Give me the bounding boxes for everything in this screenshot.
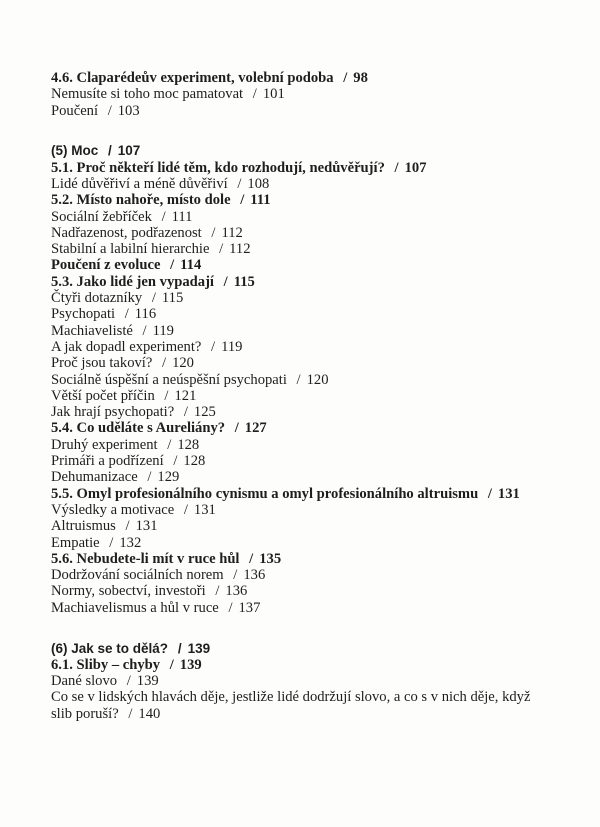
toc-chapter-heading bbox=[51, 160, 531, 176]
separator: / bbox=[162, 355, 167, 372]
separator: / bbox=[228, 599, 233, 616]
entry-page-number: 120 bbox=[172, 355, 194, 372]
entry-title: Machiavelismus a hůl v ruce bbox=[51, 599, 219, 616]
toc-entry bbox=[51, 469, 531, 485]
entry-title: 4.6. Claparédeův experiment, volební podoba bbox=[51, 70, 334, 86]
entry-title: (5) Moc bbox=[51, 143, 99, 159]
separator: / bbox=[240, 192, 245, 209]
entry-title: A jak dopadl experiment? bbox=[51, 338, 202, 355]
entry-title: 5.2. Místo nahoře, místo dole bbox=[51, 192, 231, 209]
toc-entry bbox=[51, 404, 531, 420]
table-of-contents bbox=[51, 70, 531, 722]
entry-title: (6) Jak se to dělá? bbox=[51, 640, 169, 656]
toc-entry bbox=[51, 355, 531, 371]
toc-entry bbox=[51, 86, 531, 102]
entry-page-number: 119 bbox=[152, 322, 174, 339]
entry-page-number: 115 bbox=[161, 290, 184, 307]
entry-title: 5.1. Proč někteří lidé těm, kdo rozhodují, nedůvěřují? bbox=[51, 159, 385, 176]
entry-page-number: 137 bbox=[238, 599, 261, 616]
entry-page-number: 111 bbox=[250, 192, 271, 209]
entry-page-number: 98 bbox=[353, 70, 368, 86]
toc-entry bbox=[51, 567, 531, 583]
entry-title: Dané slovo bbox=[51, 673, 118, 690]
toc-entry bbox=[51, 103, 531, 119]
entry-title: Dehumanizace bbox=[51, 469, 138, 486]
entry-page-number: 111 bbox=[171, 208, 193, 225]
entry-page-number: 112 bbox=[229, 241, 251, 258]
separator: / bbox=[169, 656, 174, 673]
toc-entry bbox=[51, 583, 531, 599]
entry-title: Nemusíte si toho moc pamatovat bbox=[51, 86, 244, 103]
entry-page-number: 131 bbox=[497, 485, 520, 502]
separator: / bbox=[343, 70, 348, 86]
toc-entry bbox=[51, 290, 531, 306]
entry-page-number: 119 bbox=[221, 338, 243, 355]
separator: / bbox=[147, 469, 152, 486]
toc-entry bbox=[51, 673, 531, 689]
separator: / bbox=[109, 534, 114, 551]
separator: / bbox=[233, 567, 238, 584]
entry-title: Empatie bbox=[51, 534, 100, 551]
toc-chapter-heading bbox=[51, 420, 531, 436]
entry-title: Psychopati bbox=[51, 306, 116, 323]
toc-entry bbox=[51, 518, 531, 534]
separator: / bbox=[170, 257, 175, 274]
separator: / bbox=[167, 436, 172, 453]
entry-title: Poučení z evoluce bbox=[51, 257, 161, 274]
toc-entry bbox=[51, 176, 531, 192]
toc-entry bbox=[51, 225, 531, 241]
separator: / bbox=[487, 485, 492, 502]
separator: / bbox=[142, 322, 147, 339]
entry-title: Poučení bbox=[51, 102, 99, 119]
entry-title: Větší počet příčin bbox=[51, 387, 155, 404]
separator: / bbox=[124, 306, 129, 323]
toc-chapter-heading bbox=[51, 192, 531, 208]
entry-title: Nadřazenost, podřazenost bbox=[51, 224, 202, 241]
entry-page-number: 129 bbox=[157, 469, 180, 486]
separator: / bbox=[237, 175, 242, 192]
entry-page-number: 128 bbox=[177, 436, 200, 453]
toc-entry bbox=[51, 502, 531, 518]
separator: / bbox=[173, 453, 178, 470]
entry-page-number: 125 bbox=[193, 404, 216, 421]
entry-page-number: 131 bbox=[135, 518, 158, 535]
entry-page-number: 112 bbox=[221, 224, 243, 241]
entry-title: Sociální žebříček bbox=[51, 208, 152, 225]
entry-title: Altruismus bbox=[51, 518, 116, 535]
separator: / bbox=[215, 583, 220, 600]
entry-title: Stabilní a labilní hierarchie bbox=[51, 241, 210, 258]
entry-page-number: 139 bbox=[187, 640, 211, 656]
separator: / bbox=[223, 273, 228, 290]
separator: / bbox=[234, 420, 239, 437]
entry-page-number: 108 bbox=[247, 175, 270, 192]
entry-page-number: 120 bbox=[306, 371, 329, 388]
entry-title: Jak hrají psychopati? bbox=[51, 404, 175, 421]
separator: / bbox=[125, 518, 130, 535]
entry-page-number: 128 bbox=[183, 453, 206, 470]
entry-title: Výsledky a motivace bbox=[51, 501, 175, 518]
toc-chapter-heading bbox=[51, 551, 531, 567]
section-gap bbox=[51, 616, 531, 641]
separator: / bbox=[151, 290, 156, 307]
separator: / bbox=[128, 705, 133, 722]
toc-entry bbox=[51, 306, 531, 322]
toc-chapter-heading bbox=[51, 70, 531, 86]
entry-page-number: 132 bbox=[119, 534, 142, 551]
separator: / bbox=[126, 673, 131, 690]
entry-page-number: 135 bbox=[259, 550, 282, 567]
toc-chapter-heading bbox=[51, 257, 531, 273]
entry-page-number: 103 bbox=[117, 102, 140, 119]
entry-page-number: 121 bbox=[174, 387, 197, 404]
separator: / bbox=[183, 404, 188, 421]
toc-entry bbox=[51, 453, 531, 469]
toc-entry bbox=[51, 600, 531, 616]
entry-title: 5.6. Nebudete-li mít v ruce hůl bbox=[51, 550, 240, 567]
entry-title: Dodržování sociálních norem bbox=[51, 567, 224, 584]
entry-title: Machiavelisté bbox=[51, 322, 133, 339]
separator: / bbox=[107, 102, 112, 119]
toc-entry bbox=[51, 209, 531, 225]
entry-title: 5.5. Omyl profesionálního cynismu a omyl profesionálního altruismu bbox=[51, 485, 479, 502]
entry-title: Normy, sobectví, investoři bbox=[51, 583, 206, 600]
toc-chapter-heading bbox=[51, 657, 531, 673]
entry-page-number: 140 bbox=[138, 705, 161, 722]
entry-title: Lidé důvěřiví a méně důvěřiví bbox=[51, 175, 228, 192]
toc-entry bbox=[51, 535, 531, 551]
toc-chapter-heading bbox=[51, 486, 531, 502]
entry-title: Co se v lidských hlavách děje, jestliže lidé dodržují slovo, a co s v nich děje, když slib poruší? bbox=[51, 689, 531, 722]
toc-entry bbox=[51, 339, 531, 355]
toc-entry bbox=[51, 241, 531, 257]
entry-title: Primáři a podřízení bbox=[51, 453, 164, 470]
separator: / bbox=[211, 338, 216, 355]
entry-page-number: 101 bbox=[262, 86, 285, 103]
entry-page-number: 114 bbox=[180, 257, 202, 274]
separator: / bbox=[177, 640, 182, 656]
entry-page-number: 139 bbox=[179, 656, 202, 673]
separator: / bbox=[394, 159, 399, 176]
separator: / bbox=[249, 550, 254, 567]
entry-page-number: 115 bbox=[233, 273, 255, 290]
separator: / bbox=[183, 501, 188, 518]
entry-page-number: 136 bbox=[243, 567, 266, 584]
section-gap bbox=[51, 119, 531, 144]
entry-title: 5.4. Co uděláte s Aureliány? bbox=[51, 420, 226, 437]
toc-part-heading bbox=[51, 641, 531, 657]
separator: / bbox=[252, 86, 257, 103]
entry-page-number: 127 bbox=[244, 420, 267, 437]
separator: / bbox=[161, 208, 166, 225]
toc-part-heading bbox=[51, 143, 531, 159]
entry-page-number: 139 bbox=[136, 673, 159, 690]
entry-title: 5.3. Jako lidé jen vypadají bbox=[51, 273, 214, 290]
entry-title: Čtyři dotazníky bbox=[51, 290, 143, 307]
entry-title: Proč jsou takoví? bbox=[51, 355, 153, 372]
toc-entry bbox=[51, 388, 531, 404]
entry-page-number: 136 bbox=[225, 583, 248, 600]
separator: / bbox=[108, 143, 112, 159]
toc-entry bbox=[51, 689, 531, 722]
entry-page-number: 107 bbox=[117, 143, 141, 159]
toc-entry bbox=[51, 323, 531, 339]
entry-page-number: 116 bbox=[134, 306, 157, 323]
toc-entry bbox=[51, 437, 531, 453]
entry-title: Druhý experiment bbox=[51, 436, 158, 453]
separator: / bbox=[296, 371, 301, 388]
separator: / bbox=[211, 224, 216, 241]
entry-page-number: 131 bbox=[193, 501, 216, 518]
separator: / bbox=[219, 241, 224, 258]
entry-title: 6.1. Sliby – chyby bbox=[51, 656, 161, 673]
entry-page-number: 107 bbox=[404, 159, 427, 176]
toc-entry bbox=[51, 372, 531, 388]
separator: / bbox=[164, 387, 169, 404]
toc-chapter-heading bbox=[51, 274, 531, 290]
entry-title: Sociálně úspěšní a neúspěšní psychopati bbox=[51, 371, 287, 388]
